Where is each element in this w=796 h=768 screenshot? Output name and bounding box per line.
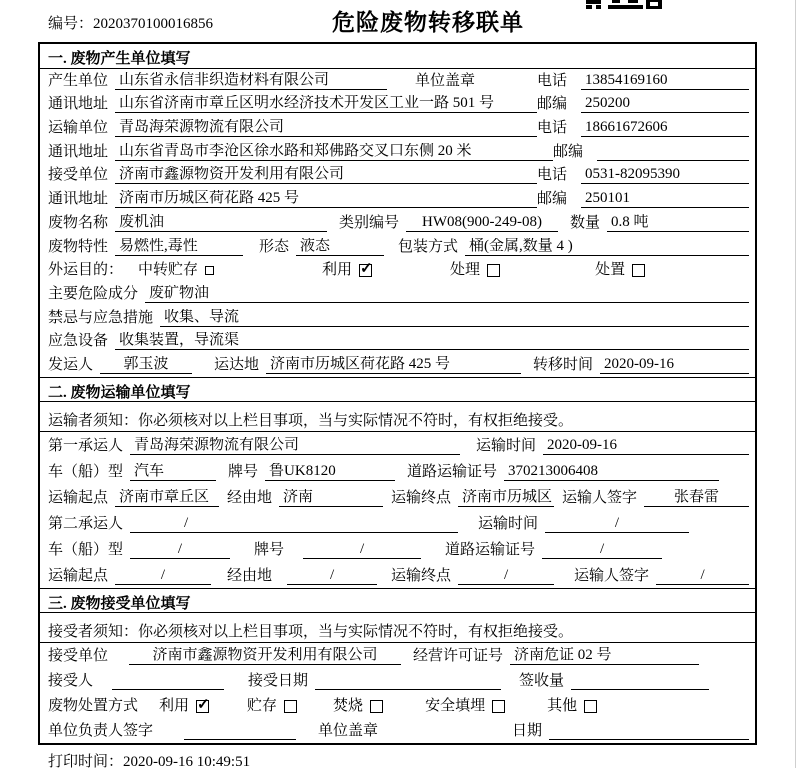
unit-seal-label: 单位盖章 bbox=[415, 72, 476, 89]
accept-date-label: 接受日期 bbox=[248, 672, 309, 689]
property-label: 废物特性 bbox=[48, 238, 109, 255]
transporter-phone-value: 18661672606 bbox=[581, 119, 749, 137]
responsible-sign-row bbox=[40, 718, 755, 743]
taboo-measures-row bbox=[40, 306, 755, 330]
transport-purpose-row bbox=[40, 259, 755, 283]
receiver-phone-value: 0531-82095390 bbox=[581, 166, 749, 184]
transporter-zip-value bbox=[597, 144, 749, 161]
disposal-option-store bbox=[247, 698, 297, 715]
checkbox bbox=[196, 700, 209, 713]
producer-label: 产生单位 bbox=[48, 72, 109, 89]
checkbox bbox=[492, 700, 505, 713]
purpose-label: 外运目的： bbox=[48, 262, 124, 279]
first-carrier-row bbox=[40, 432, 755, 458]
disposal-option-utilize bbox=[159, 698, 209, 715]
zip-label: 邮编 bbox=[537, 96, 568, 113]
disposal-method-row bbox=[40, 693, 755, 718]
checkbox bbox=[584, 700, 597, 713]
plate-label: 牌号 bbox=[254, 541, 285, 558]
transporter-address-value: 山东省青岛市李沧区徐水路和郑佛路交叉口东侧 20 米 bbox=[115, 143, 553, 161]
disposal-label: 废物处置方式 bbox=[48, 697, 139, 714]
acceptor-notice: 接受者须知：你必须核对以上栏目事项，当与实际情况不符时，有权拒绝接受。 bbox=[40, 613, 755, 643]
taboo-label: 禁忌与应急措施 bbox=[48, 309, 154, 326]
waste-name-value: 废机油 bbox=[115, 214, 327, 232]
date-value bbox=[549, 723, 749, 740]
taboo-value: 收集、导流 bbox=[160, 309, 749, 327]
producer-address-row bbox=[40, 93, 755, 117]
producer-zip-value: 250200 bbox=[581, 95, 749, 113]
page-title: 危险废物转移联单 bbox=[332, 10, 524, 35]
section-2 bbox=[40, 377, 755, 588]
checkbox-label: 利用 bbox=[322, 262, 353, 279]
purpose-option-dispose bbox=[595, 262, 645, 279]
producer-address-value: 山东省济南市章丘区明水经济技术开发区工业一路 501 号 bbox=[115, 95, 537, 113]
received-qty-label: 签收量 bbox=[519, 672, 565, 689]
receiver-value: 济南市鑫源物资开发利用有限公司 bbox=[115, 166, 537, 184]
hazard-label: 主要危险成分 bbox=[48, 285, 139, 302]
waste-name-row bbox=[40, 211, 755, 235]
checkbox bbox=[284, 700, 297, 713]
route1-row bbox=[40, 484, 755, 510]
shipper-value: 郭玉波 bbox=[100, 356, 192, 374]
via-label: 经由地 bbox=[227, 567, 273, 584]
via-value: 济南 bbox=[279, 489, 383, 507]
checkbox-label: 中转贮存 bbox=[138, 262, 199, 279]
unit-seal-label: 单位盖章 bbox=[318, 722, 379, 739]
checkbox bbox=[370, 700, 383, 713]
equipment-label: 应急设备 bbox=[48, 333, 109, 350]
acceptor-value bbox=[112, 673, 224, 690]
carrier2-value: / bbox=[130, 515, 458, 533]
section-2-header: 二. 废物运输单位填写 bbox=[40, 377, 755, 402]
origin-value: 济南市章丘区 bbox=[115, 489, 219, 507]
serial-number bbox=[48, 12, 213, 33]
transporter-row bbox=[40, 116, 755, 140]
waste-name-label: 废物名称 bbox=[48, 214, 109, 231]
category-label: 类别编号 bbox=[339, 214, 400, 231]
receiver-label: 接受单位 bbox=[48, 167, 109, 184]
via-label: 经由地 bbox=[227, 489, 273, 506]
hazard-value: 废矿物油 bbox=[145, 285, 749, 303]
destination-value: 济南市历城区荷花路 425 号 bbox=[266, 356, 521, 374]
accept-unit-row bbox=[40, 643, 755, 668]
checkbox-label: 处理 bbox=[450, 262, 481, 279]
checkbox bbox=[632, 264, 645, 277]
checkbox bbox=[359, 264, 372, 277]
plate-value: 鲁UK8120 bbox=[265, 463, 395, 481]
road-license-value: 370213006408 bbox=[504, 463, 719, 481]
form-value: 液态 bbox=[296, 238, 384, 256]
receiver-address-row bbox=[40, 187, 755, 211]
plate2-value: / bbox=[303, 541, 421, 559]
carrier-sign2-value: / bbox=[656, 567, 749, 585]
manifest-form-table bbox=[38, 42, 757, 745]
section-1-header: 一. 废物产生单位填写 bbox=[40, 44, 755, 69]
via2-value: / bbox=[287, 567, 377, 585]
phone-label: 电话 bbox=[537, 120, 568, 137]
section-3-header: 三. 废物接受单位填写 bbox=[40, 588, 755, 613]
transport-time-value: 2020-09-16 bbox=[543, 437, 749, 455]
acceptor-row bbox=[40, 668, 755, 693]
carrier2-label: 第二承运人 bbox=[48, 515, 124, 532]
transport-time-label: 运输时间 bbox=[478, 515, 539, 532]
vehicle-type-label: 车（船）型 bbox=[48, 463, 124, 480]
receiver-row bbox=[40, 164, 755, 188]
endpoint2-value: / bbox=[458, 567, 554, 585]
origin-label: 运输起点 bbox=[48, 489, 109, 506]
transporter-address-row bbox=[40, 140, 755, 164]
checkbox bbox=[487, 264, 500, 277]
accept-unit-label: 接受单位 bbox=[48, 647, 109, 664]
vehicle-type-label: 车（船）型 bbox=[48, 541, 124, 558]
carrier-sign-label: 运输人签字 bbox=[562, 489, 638, 506]
form-label: 形态 bbox=[259, 238, 290, 255]
receiver-zip-value: 250101 bbox=[581, 190, 749, 208]
shipper-row bbox=[40, 353, 755, 377]
origin2-value: / bbox=[115, 567, 211, 585]
packaging-value: 桶(金属,数量 4 ) bbox=[465, 238, 749, 256]
second-carrier-row bbox=[40, 510, 755, 536]
checkbox-label: 处置 bbox=[595, 262, 626, 279]
accept-date-value bbox=[315, 673, 501, 690]
destination-label: 运达地 bbox=[214, 356, 260, 373]
print-time-label: 打印时间： bbox=[48, 754, 124, 768]
serial-value: 2020370100016856 bbox=[93, 16, 214, 32]
endpoint-label: 运输终点 bbox=[391, 567, 452, 584]
endpoint-label: 运输终点 bbox=[391, 489, 452, 506]
packaging-label: 包装方式 bbox=[398, 238, 459, 255]
checkbox-label: 贮存 bbox=[247, 697, 278, 714]
carrier1-value: 青岛海荣源物流有限公司 bbox=[130, 437, 460, 455]
waste-property-row bbox=[40, 235, 755, 259]
acceptor-label: 接受人 bbox=[48, 672, 94, 689]
checkbox-label: 安全填埋 bbox=[425, 697, 486, 714]
received-qty-value bbox=[571, 673, 709, 690]
address-label: 通讯地址 bbox=[48, 96, 109, 113]
quantity-label: 数量 bbox=[570, 214, 601, 231]
hazard-component-row bbox=[40, 282, 755, 306]
zip-label: 邮编 bbox=[537, 191, 568, 208]
origin-label: 运输起点 bbox=[48, 567, 109, 584]
date-label: 日期 bbox=[511, 722, 542, 739]
road-license2-value: / bbox=[542, 541, 662, 559]
section-3 bbox=[40, 588, 755, 743]
vehicle1-row bbox=[40, 458, 755, 484]
disposal-option-landfill bbox=[425, 698, 505, 715]
shipper-label: 发运人 bbox=[48, 356, 94, 373]
purpose-option-treat bbox=[450, 262, 500, 279]
phone-label: 电话 bbox=[537, 72, 568, 89]
zip-label: 邮编 bbox=[553, 143, 584, 160]
emergency-equipment-row bbox=[40, 330, 755, 354]
print-time bbox=[48, 750, 250, 768]
document-header bbox=[0, 0, 795, 42]
category-value: HW08(900-249-08) bbox=[406, 214, 558, 232]
vehicle-type2-value: / bbox=[130, 541, 230, 559]
permit-value: 济南危证 02 号 bbox=[510, 647, 699, 665]
accept-unit-value: 济南市鑫源物资开发利用有限公司 bbox=[129, 647, 401, 665]
address-label: 通讯地址 bbox=[48, 191, 109, 208]
qr-code-fragment bbox=[586, 0, 662, 9]
producer-value: 山东省永信非织造材料有限公司 bbox=[115, 72, 387, 90]
address-label: 通讯地址 bbox=[48, 143, 109, 160]
transporter-label: 运输单位 bbox=[48, 120, 109, 137]
checkbox-label: 利用 bbox=[159, 697, 190, 714]
road-license-label: 道路运输证号 bbox=[445, 541, 536, 558]
serial-label: 编号： bbox=[48, 16, 94, 32]
transporter-notice: 运输者须知：你必须核对以上栏目事项，当与实际情况不符时，有权拒绝接受。 bbox=[40, 402, 755, 432]
receiver-address-value: 济南市历城区荷花路 425 号 bbox=[115, 190, 537, 208]
checkbox-label: 焚烧 bbox=[333, 697, 364, 714]
vehicle-type-value: 汽车 bbox=[130, 463, 216, 481]
plate-label: 牌号 bbox=[228, 463, 259, 480]
checkbox bbox=[205, 266, 214, 275]
checkbox-label: 其他 bbox=[547, 697, 578, 714]
producer-phone-value: 13854169160 bbox=[581, 72, 749, 90]
print-time-value: 2020-09-16 10:49:51 bbox=[123, 754, 251, 768]
route2-row bbox=[40, 562, 755, 588]
purpose-option-transfer-storage bbox=[138, 262, 214, 279]
road-license-label: 道路运输证号 bbox=[407, 463, 498, 480]
vehicle2-row bbox=[40, 536, 755, 562]
permit-label: 经营许可证号 bbox=[413, 647, 504, 664]
equipment-value: 收集装置，导流渠 bbox=[115, 332, 749, 350]
transporter-value: 青岛海荣源物流有限公司 bbox=[115, 119, 537, 137]
endpoint-value: 济南市历城区 bbox=[458, 489, 554, 507]
transport-time2-value: / bbox=[545, 515, 689, 533]
transport-time-label: 运输时间 bbox=[476, 437, 537, 454]
carrier-sign-label: 运输人签字 bbox=[574, 567, 650, 584]
responsible-sign-label: 单位负责人签字 bbox=[48, 722, 154, 739]
carrier-sign-value: 张春雷 bbox=[644, 489, 749, 507]
producer-row bbox=[40, 69, 755, 93]
disposal-option-incinerate bbox=[333, 698, 383, 715]
purpose-option-utilize bbox=[322, 262, 372, 279]
transfer-time-value: 2020-09-16 bbox=[600, 356, 749, 374]
responsible-sign-value bbox=[184, 723, 296, 740]
carrier1-label: 第一承运人 bbox=[48, 437, 124, 454]
transfer-time-label: 转移时间 bbox=[533, 356, 594, 373]
disposal-option-other bbox=[547, 698, 597, 715]
phone-label: 电话 bbox=[537, 167, 568, 184]
property-value: 易燃性,毒性 bbox=[115, 238, 243, 256]
quantity-value: 0.8 吨 bbox=[607, 214, 749, 232]
